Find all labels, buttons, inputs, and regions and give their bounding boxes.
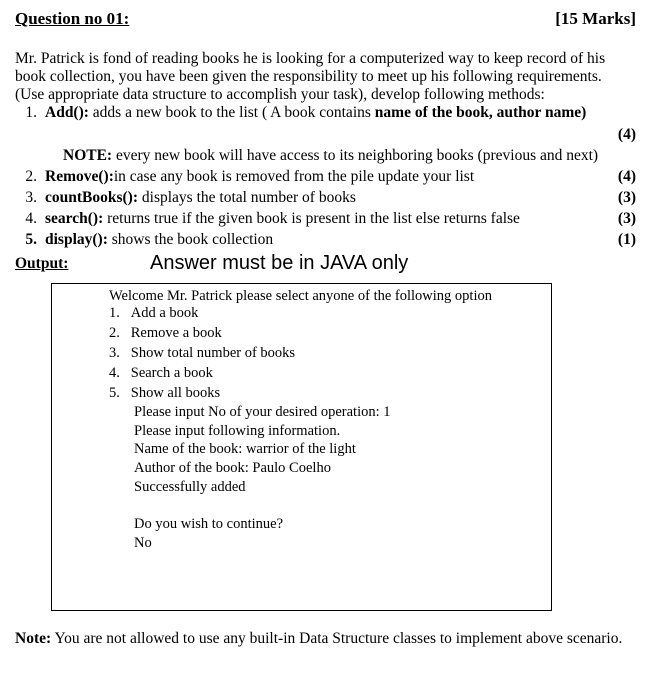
inline-note	[63, 147, 598, 165]
method-points: (3)	[617, 189, 636, 206]
inline-note-text: every new book will have access to its neighboring books (previous and next)	[112, 147, 599, 164]
console-line: Author of the book: Paulo Coelho	[134, 460, 331, 476]
method-number: 5.	[25, 231, 37, 248]
console-option: 1. Add a book	[109, 305, 199, 321]
method-name: countBooks():	[45, 189, 139, 206]
method-item	[15, 168, 474, 186]
intro-line: Mr. Patrick is fond of reading books he is looking for a computerized way to keep record of his	[15, 50, 606, 67]
footer-note-text: You are not allowed to use any built-in Data Structure classes to implement above scenario.	[51, 630, 623, 647]
method-desc: displays the total number of books	[138, 189, 356, 206]
console-output-box	[51, 283, 552, 611]
total-marks: [15 Marks]	[555, 9, 636, 28]
method-desc: in case any book is removed from the pile update your list	[113, 168, 475, 185]
method-item	[15, 104, 586, 122]
method-desc: adds a new book to the list ( A book contains	[88, 104, 375, 121]
method-number: 2.	[25, 168, 37, 185]
method-points: (4)	[617, 126, 636, 143]
footer-note	[15, 630, 635, 648]
method-desc: shows the book collection	[107, 231, 274, 248]
method-desc: returns true if the given book is present in the list else returns false	[103, 210, 520, 227]
method-points: (3)	[617, 210, 636, 227]
question-title: Question no 01:	[15, 9, 130, 28]
method-name: Remove():	[45, 168, 114, 185]
console-line: Please input No of your desired operation: 1	[134, 404, 391, 420]
method-name: Add():	[45, 104, 89, 121]
intro-paragraph	[15, 50, 645, 104]
console-line: Please input following information.	[134, 423, 341, 439]
console-option: 4. Search a book	[109, 365, 213, 381]
method-item	[15, 189, 356, 207]
output-label: Output:	[15, 255, 69, 272]
method-points: (1)	[617, 231, 636, 248]
method-points: (4)	[617, 168, 636, 185]
method-name: search():	[45, 210, 104, 227]
intro-line: (Use appropriate data structure to accomplish your task), develop following methods:	[15, 86, 545, 103]
console-continue-prompt: Do you wish to continue?	[134, 516, 284, 532]
intro-line: book collection, you have been given the responsibility to meet up his following requirements.	[15, 68, 602, 85]
console-line: Name of the book: warrior of the light	[134, 441, 356, 457]
java-annotation: Answer must be in JAVA only	[150, 252, 409, 274]
method-number: 1.	[25, 104, 37, 121]
method-number: 4.	[25, 210, 37, 227]
console-line: Successfully added	[134, 479, 246, 495]
console-continue-answer: No	[134, 535, 152, 551]
method-desc-bold: name of the book, author name)	[374, 104, 587, 121]
method-number: 3.	[25, 189, 37, 206]
method-name: display():	[45, 231, 108, 248]
footer-note-label: Note:	[15, 630, 52, 647]
console-option: 2. Remove a book	[109, 325, 222, 341]
console-welcome: Welcome Mr. Patrick please select anyone of the following option	[109, 288, 492, 304]
method-item	[15, 210, 520, 228]
console-option: 3. Show total number of books	[109, 345, 296, 361]
console-option: 5. Show all books	[109, 385, 221, 401]
inline-note-label: NOTE:	[63, 147, 113, 164]
method-item	[15, 231, 273, 249]
